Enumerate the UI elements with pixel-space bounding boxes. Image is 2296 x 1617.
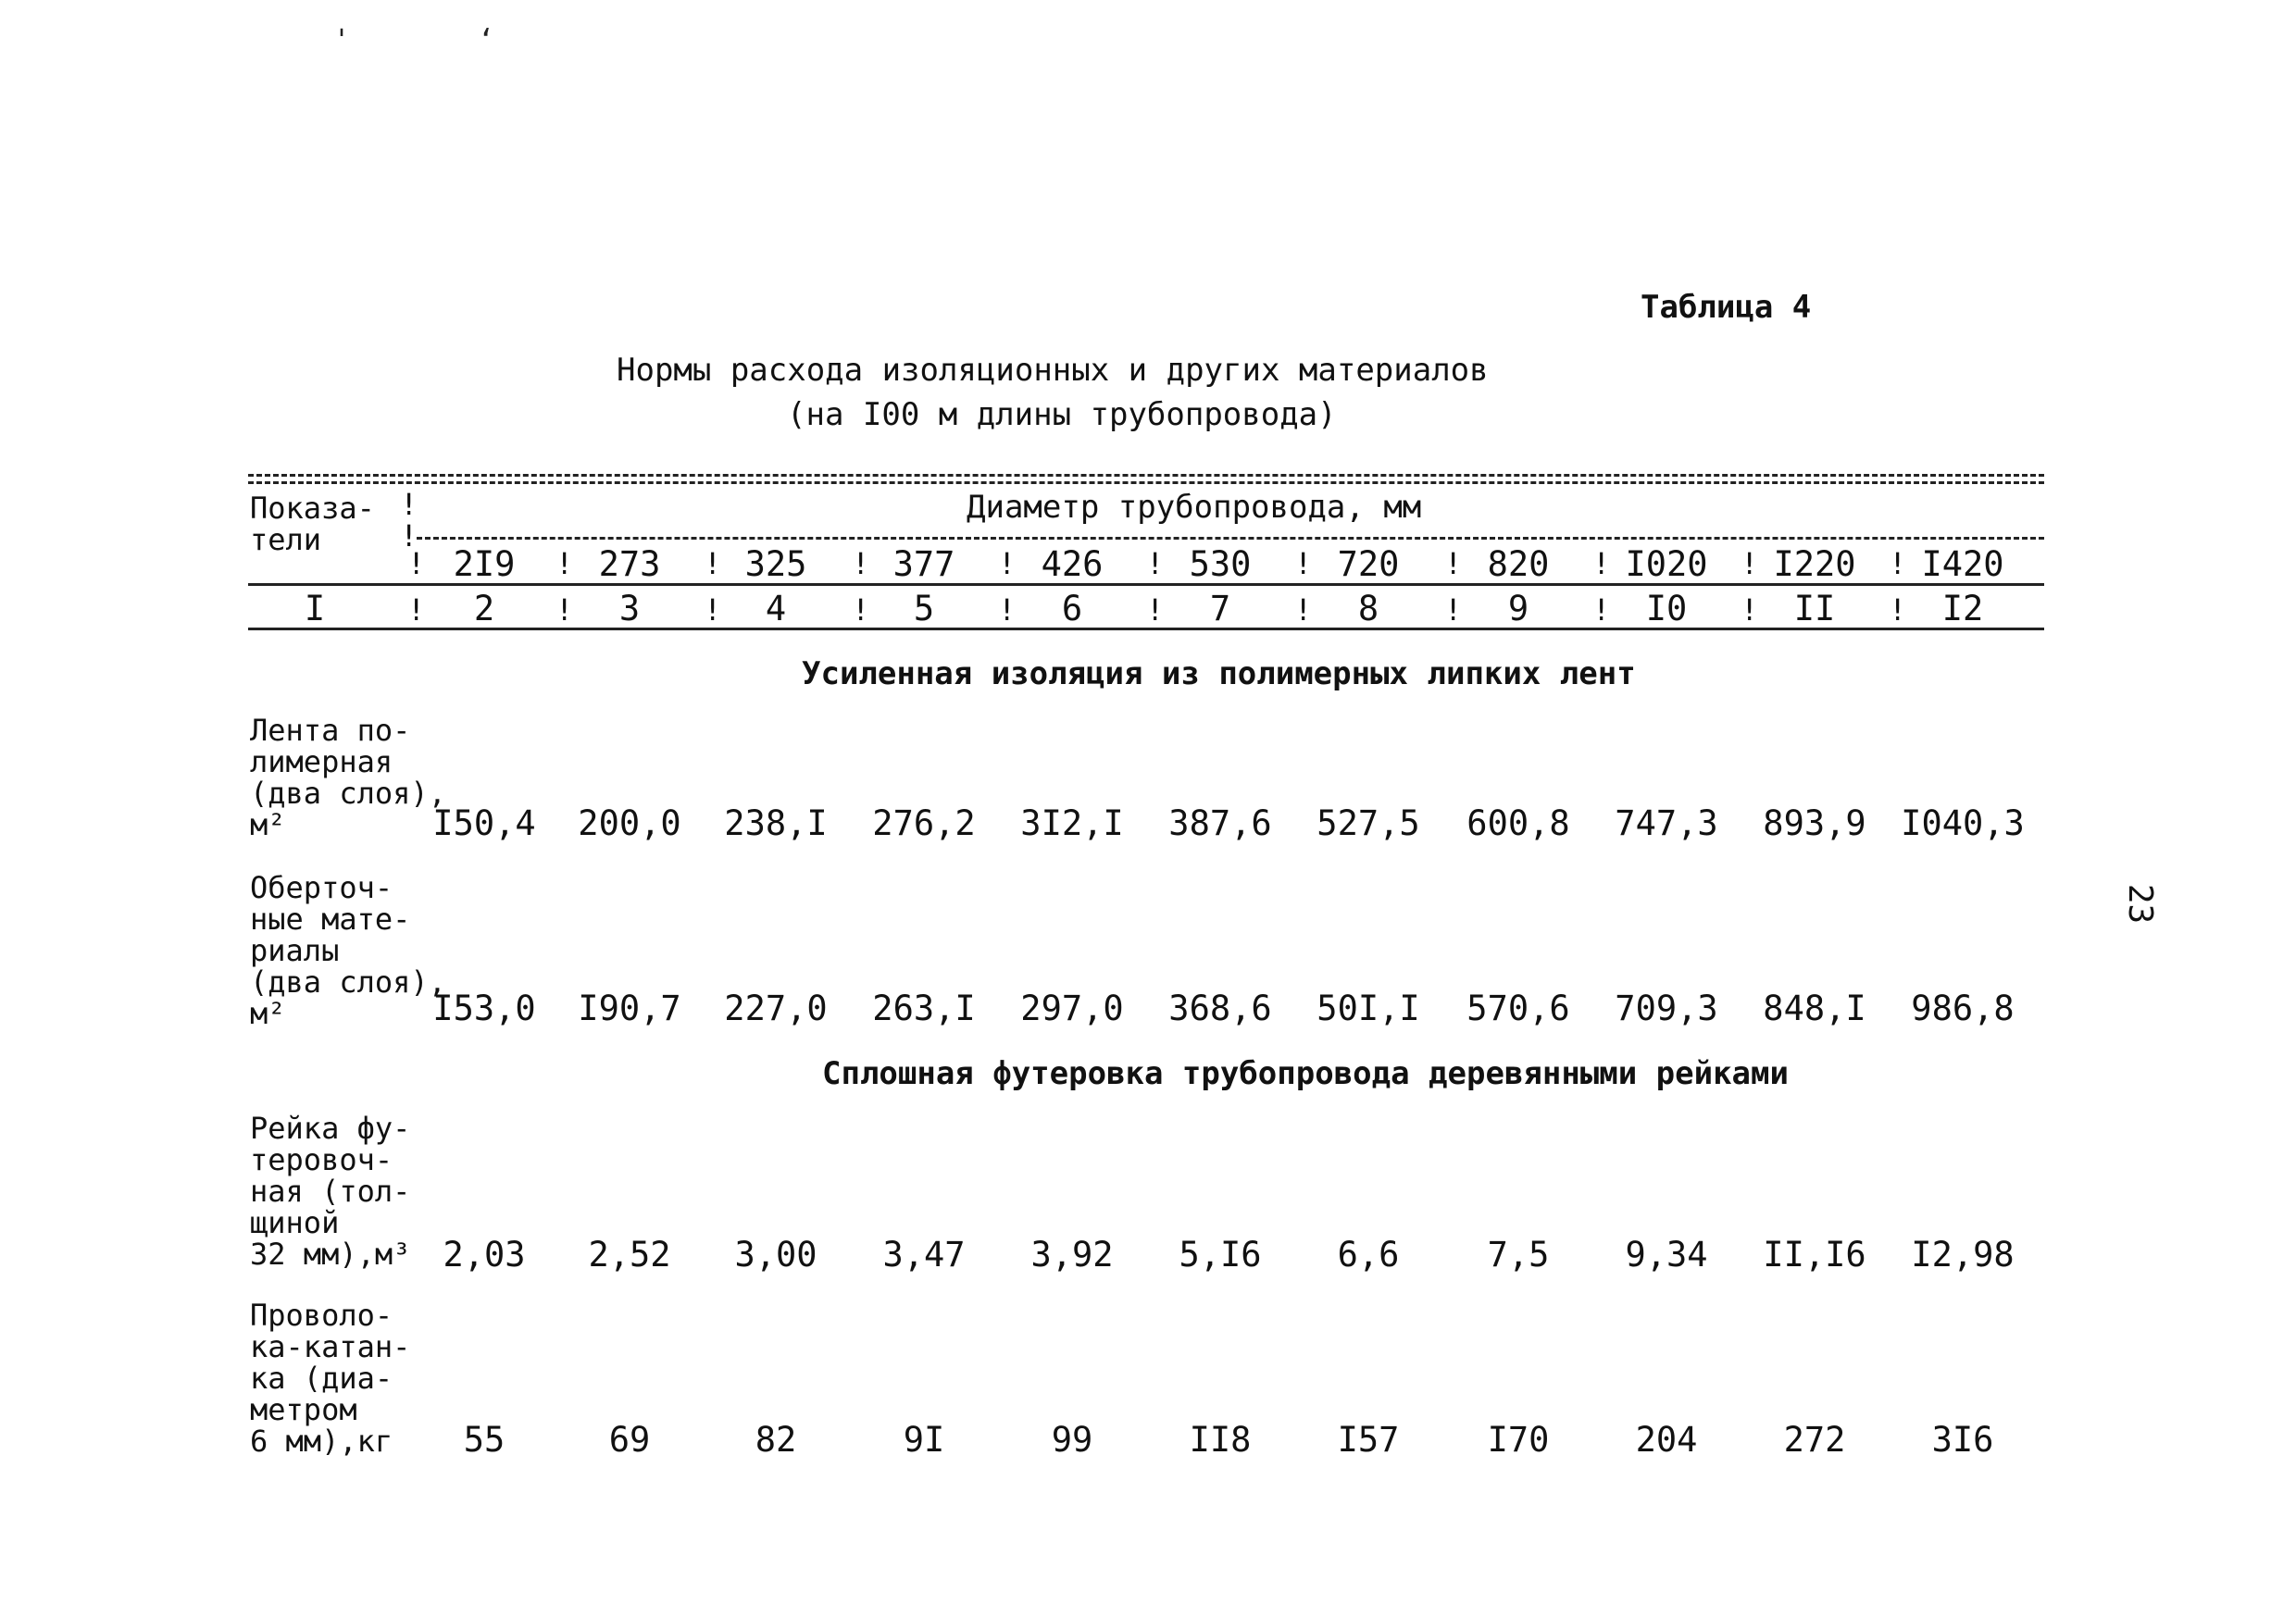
diameter-header-cell: 325 — [744, 544, 807, 584]
column-separator: ! — [1146, 592, 1165, 628]
rule-under-colnums — [248, 628, 2044, 630]
column-separator: ! — [1741, 592, 1759, 628]
rule-under-caption — [417, 537, 2044, 540]
table-cell: 50I,I — [1316, 989, 1420, 1028]
table-cell: II8 — [1189, 1420, 1252, 1460]
row-label-wire-rod: Проволо- ка-катан- ка (диа- метром 6 мм),кг — [250, 1298, 411, 1459]
diameter-header-cell: 426 — [1041, 544, 1104, 584]
column-number-cell: 7 — [1209, 589, 1231, 628]
rule-top — [248, 474, 2044, 477]
table-title-line1: Нормы расхода изоляционных и других материалов — [617, 352, 1489, 389]
table-cell: 3,00 — [734, 1235, 817, 1275]
table-cell: 7,5 — [1487, 1235, 1550, 1275]
table-cell: 3I2,I — [1020, 803, 1124, 843]
column-number-cell: I0 — [1645, 589, 1688, 628]
section-title-insulation: Усиленная изоляция из полимерных липких лент — [802, 655, 1636, 692]
column-number-cell: II — [1793, 589, 1836, 628]
column-separator: ! — [1592, 546, 1611, 581]
table-cell: 2,03 — [443, 1235, 526, 1275]
column-number-cell: 9 — [1507, 589, 1529, 628]
corner-mark-right: ‘ — [478, 24, 495, 56]
column-number-cell: I2 — [1941, 589, 1984, 628]
row-label-wrapping-materials: Оберточ- ные мате- риалы (два слоя), м² — [250, 870, 446, 1031]
column-number-cell: 8 — [1357, 589, 1379, 628]
table-cell: I53,0 — [432, 989, 536, 1028]
table-cell: I2,98 — [1911, 1235, 2015, 1275]
table-cell: 204 — [1635, 1420, 1698, 1460]
table-cell: 527,5 — [1316, 803, 1420, 843]
diameter-header-cell: I420 — [1921, 544, 2004, 584]
row-label-lining-strip: Рейка фу- теровоч- ная (тол- щиной 32 мм),м³ — [250, 1111, 411, 1272]
table-cell: 3,92 — [1030, 1235, 1114, 1275]
column-separator: ! — [407, 546, 426, 581]
diameter-header-cell: 377 — [892, 544, 955, 584]
table-cell: I57 — [1337, 1420, 1400, 1460]
table-cell: 82 — [755, 1420, 797, 1460]
table-cell: 238,I — [724, 803, 828, 843]
column-separator: ! — [1444, 546, 1463, 581]
diameter-header-cell: 273 — [598, 544, 661, 584]
column-separator: ! — [704, 546, 722, 581]
table-cell: 709,3 — [1615, 989, 1718, 1028]
diameter-header-cell: I020 — [1625, 544, 1708, 584]
column-separator: ! — [1294, 592, 1313, 628]
column-separator: ! — [998, 546, 1017, 581]
table-cell: 893,9 — [1763, 803, 1866, 843]
table-cell: 99 — [1051, 1420, 1093, 1460]
table-cell: 55 — [463, 1420, 505, 1460]
diameter-header-cell: 2I9 — [453, 544, 516, 584]
column-separator: ! — [1889, 546, 1907, 581]
table-title-line2: (на I00 м длины трубопровода) — [787, 396, 1337, 433]
column-separator: ! — [1592, 592, 1611, 628]
corner-mark-left: ' — [333, 24, 351, 56]
column-separator: ! — [1444, 592, 1463, 628]
column-number-cell: 6 — [1061, 589, 1083, 628]
indicators-header: Показа- тели — [250, 491, 375, 557]
table-cell: 227,0 — [724, 989, 828, 1028]
table-cell: 263,I — [872, 989, 976, 1028]
table-cell: 3,47 — [882, 1235, 966, 1275]
table-cell: II,I6 — [1763, 1235, 1866, 1275]
column-separator: ! — [998, 592, 1017, 628]
row-label-polymer-tape: Лента по- лимерная (два слоя), м² — [250, 713, 446, 842]
table-cell: 2,52 — [588, 1235, 671, 1275]
column-separator: ! — [555, 592, 574, 628]
table-cell: I50,4 — [432, 803, 536, 843]
column-number-cell: I — [304, 589, 326, 628]
column-separator: ! — [1741, 546, 1759, 581]
table-cell: 5,I6 — [1179, 1235, 1262, 1275]
diameter-header-cell: I220 — [1773, 544, 1856, 584]
table-cell: I90,7 — [578, 989, 681, 1028]
column-separator: ! — [407, 592, 426, 628]
column-number-cell: 3 — [618, 589, 641, 628]
table-cell: 6,6 — [1337, 1235, 1400, 1275]
table-cell: 69 — [608, 1420, 651, 1460]
table-label: Таблица 4 — [1641, 289, 1812, 326]
table-cell: 747,3 — [1615, 803, 1718, 843]
table-cell: 570,6 — [1466, 989, 1570, 1028]
column-separator: ! — [704, 592, 722, 628]
table-cell: 387,6 — [1168, 803, 1272, 843]
column-separator: ! — [852, 546, 870, 581]
column-number-cell: 2 — [473, 589, 495, 628]
table-cell: I040,3 — [1901, 803, 2025, 843]
table-cell: 200,0 — [578, 803, 681, 843]
column-separator: ! — [1146, 546, 1165, 581]
rule-top-2 — [248, 481, 2044, 484]
diameter-header-cell: 720 — [1337, 544, 1400, 584]
table-cell: 272 — [1783, 1420, 1846, 1460]
table-cell: 3I6 — [1931, 1420, 1994, 1460]
column-number-cell: 4 — [765, 589, 787, 628]
column-number-cell: 5 — [913, 589, 935, 628]
table-cell: 600,8 — [1466, 803, 1570, 843]
column-separator: ! — [555, 546, 574, 581]
column-separator: ! — [1889, 592, 1907, 628]
table-cell: 986,8 — [1911, 989, 2015, 1028]
table-cell: 276,2 — [872, 803, 976, 843]
diameter-caption: Диаметр трубопровода, мм — [967, 489, 1422, 526]
section-title-lining: Сплошная футеровка трубопровода деревянными рейками — [822, 1055, 1789, 1092]
table-cell: 297,0 — [1020, 989, 1124, 1028]
table-cell: 9I — [903, 1420, 945, 1460]
table-cell: 9,34 — [1625, 1235, 1708, 1275]
column-separator: ! — [1294, 546, 1313, 581]
page-number: 23 — [2121, 883, 2160, 925]
table-cell: 848,I — [1763, 989, 1866, 1028]
diameter-header-cell: 820 — [1487, 544, 1550, 584]
diameter-header-cell: 530 — [1189, 544, 1252, 584]
column-separator: ! — [852, 592, 870, 628]
table-cell: 368,6 — [1168, 989, 1272, 1028]
table-cell: I70 — [1487, 1420, 1550, 1460]
